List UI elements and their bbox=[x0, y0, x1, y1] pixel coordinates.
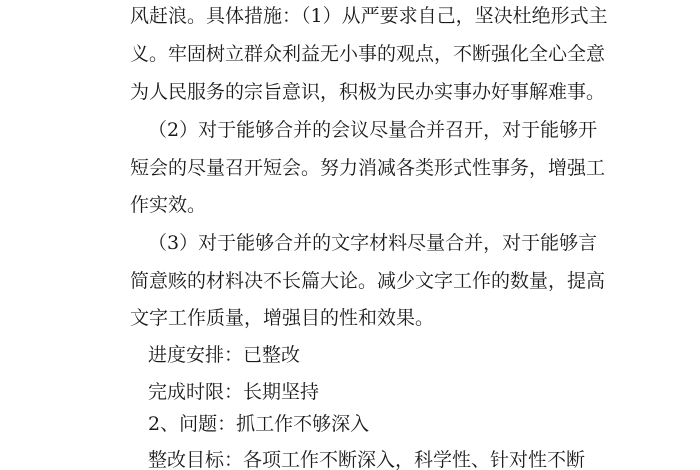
paragraph-line: 短会的尽量召开短会。努力消减各类形式性事务，增强工 bbox=[130, 157, 606, 179]
paragraph-line: 风赶浪。具体措施：（1）从严要求自己，坚决杜绝形式主 bbox=[130, 5, 608, 27]
target-line: 整改目标：各项工作不断深入，科学性、针对性不断 bbox=[148, 449, 586, 470]
paragraph-line: （2）对于能够合并的会议尽量合并召开，对于能够开 bbox=[148, 119, 598, 141]
paragraph-line: （3）对于能够合并的文字材料尽量合并，对于能够言 bbox=[148, 232, 598, 254]
deadline-line: 完成时限：长期坚持 bbox=[148, 381, 320, 403]
paragraph-line: 义。牢固树立群众利益无小事的观点，不断强化全心全意 bbox=[130, 43, 606, 65]
progress-line: 进度安排：已整改 bbox=[148, 344, 301, 366]
issue-heading: 2、问题：抓工作不够深入 bbox=[148, 413, 370, 435]
paragraph-line: 简意赅的材料决不长篇大论。减少文字工作的数量，提高 bbox=[130, 270, 606, 292]
paragraph-line: 作实效。 bbox=[130, 194, 207, 216]
paragraph-line: 文字工作质量，增强目的性和效果。 bbox=[130, 307, 435, 329]
paragraph-line: 为人民服务的宗旨意识，积极为民办实事办好事解难事。 bbox=[130, 81, 606, 103]
